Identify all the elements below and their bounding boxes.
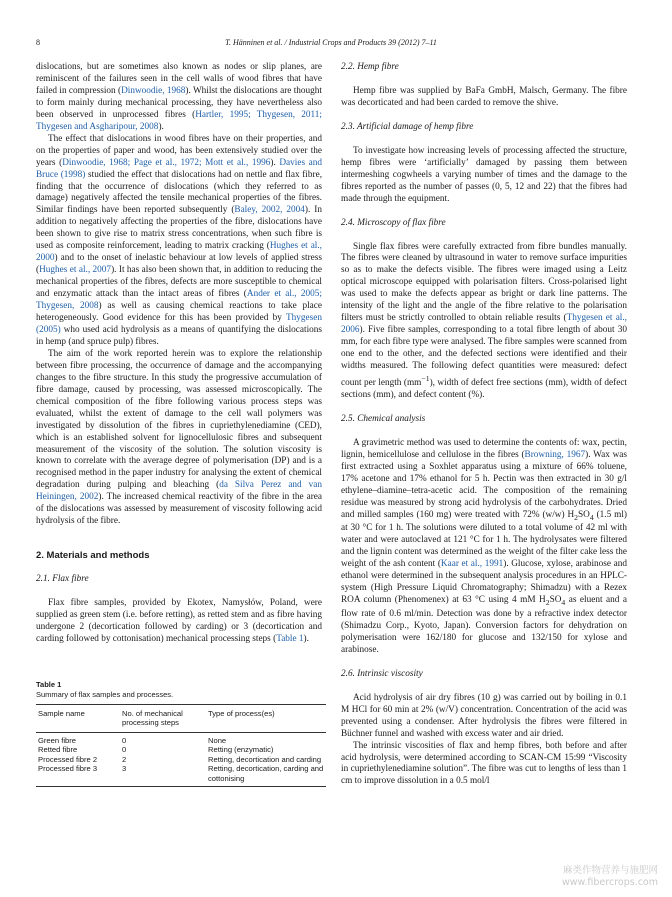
citation-link[interactable]: Kaar et al., 1991 — [440, 559, 504, 570]
text-run: ). — [270, 157, 280, 168]
text-run: studied the effect that dislocations had on nettle and flax fibre, finding that the occurrence of dislocations (which they referred to as damage) negatively affected the tensile mechanical properties of the fibres. Similar findings have been reported subsequently ( — [36, 169, 323, 216]
paragraph — [341, 242, 627, 402]
table-header-row — [36, 704, 326, 732]
paragraph — [341, 741, 627, 789]
text-run: dislocations, but are sometimes also known as nodes or slip planes, are reminiscent of the failures seen in the cell walls of wood fibres that have failed in compression ( — [36, 62, 322, 96]
table-cell: Retted fibre — [38, 745, 78, 755]
subsection-heading: 2.6. Intrinsic viscosity — [341, 668, 423, 679]
table-cell: None — [208, 735, 227, 745]
table-cell: Retting (enzymatic) — [208, 745, 274, 755]
table-cell: 3 — [120, 764, 206, 787]
table-cell: Processed fibre 3 — [36, 764, 120, 787]
citation-link[interactable]: Dinwoodie, 1968 — [121, 85, 186, 96]
citation-link[interactable]: Thygesen (2005) — [36, 313, 322, 335]
text-run: Acid hydrolysis of air dry fibres (10 g) was carried out by boiling in 0.1 M HCl for 60 min at 2% (w/V) concentration. Concentration of the acid was prevented using a condenser. After hydrolysis the fibres were filtered in Büchner funnel and washed with excess water and air dried. — [341, 692, 627, 739]
text-run: ). It has also been shown that, in addition to reducing the mechanical properties of the fibres, defects are more susceptible to chemical and enzymatic attack than the intact areas of fibres ( — [36, 265, 322, 300]
table-row — [36, 764, 326, 787]
samples-table — [36, 704, 326, 788]
text-run: as eluent and a flow rate of 0.6 ml/min. Detection was done by a refractive index detector (Shimadzu Corp., Kyoto, Japan). Conversion factors for dehydration on polymerisation were 162/180 for glucose and 132/150 for xylose and arabinose. — [341, 595, 627, 655]
table-cell: Retting, decortication, carding and cottonising — [206, 764, 326, 787]
table-row — [36, 745, 326, 755]
text-run: ). Wax was first extracted using a Soxhlet apparatus using a mixture of 66% toluene, 17% acetone and 17% ethanol for 5 h. Pectin was then extracted in 30 g/l ethylene–diamine–tetra-acetic acid. The composition of the remaining residue was measured by strong acid hydrolysis of the carbohydrates. Dried and milled samples (160 mg) were treated with 72% (w/w) H — [341, 449, 627, 520]
subsection-heading: 2.4. Microscopy of flax fibre — [341, 217, 446, 228]
superscript: −1 — [421, 374, 430, 384]
table-cell: Processed fibre 2 — [38, 754, 98, 764]
text-run: The aim of the work reported herein was to explore the relationship between fibre processing, the occurrence of damage and the accompanying changes to the fibre structure. In this study the progressive accumulation of fibre damage, caused by processing, was assessed microscopically. The chemical composition of the fibre following various process steps was evaluated, whilst the extent of damage to the cell wall polymers was investigated by dissolution of the fibres in cupriethylenediamine (CED), which is an established solvent for lignocellulosic fibres and subsequent measurement of the viscosity of the solution. The solution viscosity is known to correlate with the average degree of polymerisation (DP) and is a recognised method in the paper industry for analysing the extent of chemical degradation during pulping and bleaching ( — [36, 348, 322, 491]
right-column — [341, 62, 627, 788]
citation-link[interactable]: Hughes et al., 2007 — [39, 265, 112, 276]
citation-link[interactable]: Ander et al., 2005; Thygesen, 2008 — [36, 289, 322, 312]
citation-link[interactable]: da Silva Perez and van Heiningen, 2002 — [36, 480, 322, 503]
table-cell: 2 — [122, 754, 127, 764]
table-caption — [36, 680, 322, 700]
text-run: SO — [578, 509, 590, 520]
citation-link[interactable]: Hughes et al., 2000 — [36, 241, 322, 264]
subscript: 4 — [589, 512, 594, 522]
table-cell: 0 — [122, 735, 127, 745]
citation-link[interactable]: Table 1 — [276, 633, 304, 644]
paragraph — [341, 693, 627, 741]
paragraph — [341, 86, 627, 110]
text-run: ) and to the onset of inelastic behaviour at low levels of applied stress ( — [36, 253, 322, 276]
table-label: Table 1 — [36, 679, 62, 689]
watermark-line: 麻类作物营养与施肥网 — [562, 865, 658, 876]
subscript: 4 — [561, 598, 566, 608]
subsection-heading: 2.2. Hemp fibre — [341, 62, 399, 72]
text-run: ), width of defect free sections (mm), width of defect sections (mm), and defect content (%). — [341, 378, 627, 401]
table-header-cell: No. of mechanical processing steps — [120, 704, 206, 732]
text-run: The effect that dislocations in wood fibres have on their properties, and on the properties of paper and wood, has been extensively studied over the years ( — [36, 133, 322, 168]
subsection-heading: 2.5. Chemical analysis — [341, 414, 426, 424]
table-cell: 0 — [122, 745, 127, 755]
table-header-cell: Sample name — [36, 704, 120, 732]
paragraph — [36, 62, 322, 134]
text-run: ). In addition to negatively affecting the properties of the fibre, dislocations have been shown to give rise to matrix stress concentrations, when such fibre is used as composite reinforcement, leading to matrix cracking ( — [36, 205, 322, 252]
citation-link[interactable]: Baley, 2002, 2004 — [234, 205, 305, 216]
running-header — [36, 38, 636, 47]
text-run: Single flax fibres were carefully extracted from fibre bundles manually. The fibres were cleaned by ultrasound in water to remove surface impurities so as to make the defects visible. The fibres were imaged using a Leitz optical microscope equipped with polarisation filters. Cross-polarised light was used to make the defects appear as bright or dark line patterns. The intensity of the light and the angle of the fibre relative to the polarisation filters must be strictly controlled to obtain reliable results ( — [341, 241, 627, 324]
watermark-line: www.fibercrops.com — [561, 877, 658, 888]
table-row — [36, 732, 326, 745]
citation-link[interactable]: Dinwoodie, 1968; Page et al., 1972; Mott et al., 1996 — [62, 157, 271, 168]
citation-link[interactable]: Browning, 1967 — [524, 449, 586, 460]
citation-link[interactable]: Hartler, 1995; Thygesen, 2011; Thygesen and Asgharipour, 2008 — [36, 109, 322, 132]
section-heading: 2. Materials and methods — [36, 550, 150, 562]
text-run: Flax fibre samples, provided by Ekotex, Namysłów, Poland, were supplied as green stem (i.e. before retting), as retted stem and as fibre having undergone 2 (decortication followed by carding) or 3 (decortication and carding followed by cottonisation) mechanical processing steps ( — [36, 598, 322, 644]
text-run: ). — [303, 633, 309, 644]
text-run: (1.5 ml) at 30 °C for 1 h. The solutions were diluted to a total volume of 42 ml with water and were autoclaved at 121 °C for 1 h. The hydrolysates were filtered and the lignin content was determined as the weight of the filter cake less the weight of the ash content ( — [341, 509, 627, 570]
text-run: ). The increased chemical reactivity of the fibre in the area of the dislocations was assessed by measurement of viscosity following acid hydrolysis of the fibre. — [36, 492, 323, 527]
paragraph — [341, 146, 627, 206]
page-number: 8 — [36, 38, 40, 47]
paragraph — [36, 349, 322, 528]
table-row — [36, 755, 326, 765]
text-run: SO — [549, 595, 562, 606]
table-cell: Retting, decortication and carding — [208, 754, 322, 764]
text-run: A gravimetric method was used to determine the contents of: wax, pectin, lignin, hemicellulose and cellulose in the fibres ( — [341, 437, 627, 460]
subscript: 2 — [574, 512, 578, 522]
text-run: ). — [158, 121, 164, 132]
citation-link[interactable]: Thygesen et al., 2006 — [341, 313, 627, 336]
journal-citation: T. Hänninen et al. / Industrial Crops and Products 39 (2012) 7–11 — [225, 38, 437, 47]
watermark — [562, 865, 658, 889]
subsection-heading: 2.1. Flax fibre — [36, 574, 89, 585]
citation-link[interactable]: Davies and Bruce (1998) — [36, 157, 322, 180]
paragraph — [341, 438, 627, 657]
paragraph — [36, 134, 322, 349]
paragraph — [36, 598, 322, 646]
table-header-cell: Type of process(es) — [206, 704, 326, 732]
subsection-heading: 2.3. Artificial damage of hemp fibre — [341, 121, 474, 132]
table-cell: Green fibre — [38, 735, 76, 745]
table-caption-text: Summary of flax samples and processes. — [36, 689, 174, 699]
left-column — [36, 62, 322, 787]
text-run: ). Glucose, xylose, arabinose and ethanol were determined in the subsequent analysis procedures in an HPLC-system (High Pressure Liquid Chromatography; Shimadzu) with a Rezex ROA column (Phenomenex) at 63 °C using 4 mM H — [341, 559, 627, 606]
text-run: ). Whilst the dislocations are thought to form mainly during mechanical processing, they have nevertheless also been observed in unprocessed fibres ( — [36, 85, 322, 120]
text-run: who used acid hydrolysis as a means of quantifying the dislocations in hemp (and spruce pulp) fibres. — [36, 324, 322, 347]
text-run: To investigate how increasing levels of processing affected the structure, hemp fibres were ‘artificially’ damaged by passing them between intermeshing cogwheels a varying number of times and the damage to the fibres reported as the number of passes (0, 5, 12 and 22) that the fibres had made through the equipment. — [341, 145, 627, 204]
text-run: ) as well as causing chemical reactions to take place heterogeneously. Good evidence for this has been provided by — [36, 301, 322, 324]
text-run: The intrinsic viscosities of flax and hemp fibres, both before and after acid hydrolysis, were determined according to SCAN-CM 15:99 “Viscosity in cupriethylenediamine solution”. The fibre was cut to lengths of less than 1 cm to improve dissolution in a 0.5 mol/l — [341, 740, 627, 787]
subscript: 2 — [545, 598, 550, 608]
text-run: ). Five fibre samples, corresponding to a total fibre length of about 30 mm, for each fibre type were analysed. The fibre samples were scanned from one end to the other, and the defected sections were identified and their widths measured. The following defect quantities were measured: defect count per length (mm — [341, 325, 627, 389]
text-run: Hemp fibre was supplied by BaFa GmbH, Malsch, Germany. The fibre was decorticated and had been carded to remove the shive. — [341, 85, 627, 108]
